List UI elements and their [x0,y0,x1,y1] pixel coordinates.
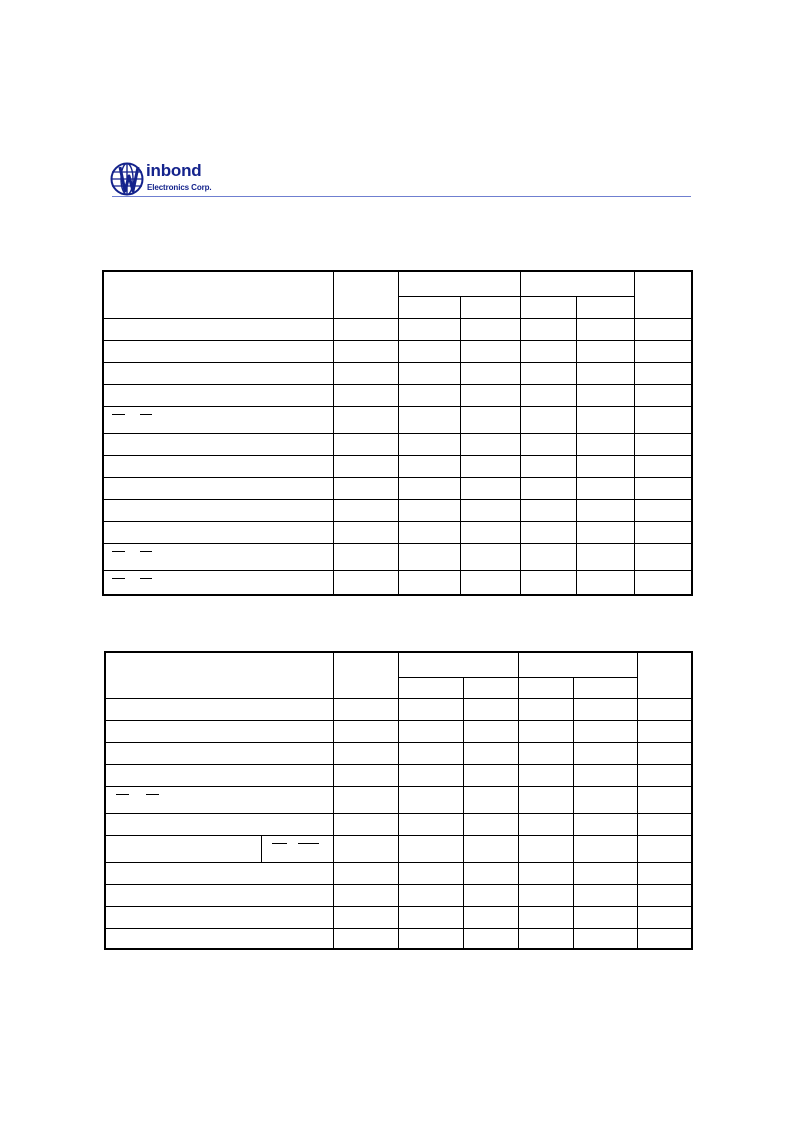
table-cell [463,884,518,906]
table-cell [460,340,520,362]
table-cell [333,521,398,543]
table-row [104,384,691,406]
table-cell [637,786,693,813]
table-cell [634,362,691,384]
table-cell [518,720,573,742]
overbar-marks [262,836,333,862]
table-cell [106,813,333,835]
table-cell [518,884,573,906]
table-cell [398,384,460,406]
table-cell [634,340,691,362]
table-cell [106,835,261,862]
table-row [104,521,691,543]
table-row [104,318,691,340]
overbar-marks [104,571,333,595]
table-cell [518,764,573,786]
table-cell [637,698,693,720]
table-cell [398,813,463,835]
logo-wordmark: inbond [146,161,202,180]
table-cell [573,906,637,928]
table-cell [637,764,693,786]
table-cell [333,433,398,455]
table-cell [518,786,573,813]
table-cell [634,433,691,455]
spec-table-2 [104,651,693,950]
table-cell [398,906,463,928]
table-cell [398,862,463,884]
table-cell [576,521,634,543]
table-cell [573,835,637,862]
table-cell [106,862,333,884]
table-cell [637,835,693,862]
table-cell [637,884,693,906]
table-cell [576,340,634,362]
table-row [104,455,691,477]
header-cell [333,653,398,698]
table-cell [637,813,693,835]
table-cell [398,340,460,362]
table-cell [460,543,520,570]
table-cell [398,720,463,742]
table-cell [520,543,576,570]
table-cell [463,835,518,862]
header-cell [333,272,398,318]
table-cell [398,884,463,906]
table-cell [333,764,398,786]
table-cell [576,570,634,594]
table-cell [463,813,518,835]
table-cell [460,477,520,499]
table-cell [634,318,691,340]
table-cell [333,813,398,835]
table-cell [106,906,333,928]
table-cell [518,813,573,835]
overbar-marks [104,407,333,433]
table-cell [333,698,398,720]
header-cell [398,296,460,318]
table-cell [333,928,398,950]
table-row [104,570,691,594]
winbond-globe-icon [110,162,146,198]
table-cell [106,742,333,764]
table-cell [463,764,518,786]
table-row [106,720,693,742]
header-cell [460,296,520,318]
table-cell [634,521,691,543]
table-cell [520,570,576,594]
table-cell [573,928,637,950]
header-cell [398,677,463,698]
table-cell [573,813,637,835]
header-cell [576,296,634,318]
table-cell [106,764,333,786]
table-cell [637,742,693,764]
header-cell [518,677,573,698]
header-cell [104,272,333,318]
overbar-marks [106,787,333,813]
table-cell [104,521,333,543]
table-cell [104,543,333,570]
logo-subtitle: Electronics Corp. [147,183,212,192]
table-cell [576,499,634,521]
table-cell [520,406,576,433]
header-cell [520,272,634,296]
table-cell [576,406,634,433]
table-cell [518,906,573,928]
table-cell [576,318,634,340]
table-cell [333,835,398,862]
table-cell [106,786,333,813]
table-row [104,477,691,499]
table-cell [634,543,691,570]
table-cell [460,455,520,477]
table-row [104,499,691,521]
table-cell [104,455,333,477]
table-cell [333,477,398,499]
header-cell [573,677,637,698]
table-cell [398,764,463,786]
table-cell [573,698,637,720]
table-cell [634,477,691,499]
table-cell [104,362,333,384]
table-cell [463,906,518,928]
table-cell [460,406,520,433]
table-cell [520,521,576,543]
table-header-row [104,272,691,296]
table-cell [398,698,463,720]
table-cell [398,406,460,433]
table-cell [637,862,693,884]
table-cell [637,906,693,928]
table-cell [518,835,573,862]
table-cell [106,698,333,720]
table-cell [463,720,518,742]
table-cell [104,433,333,455]
table-cell [460,433,520,455]
table-row [106,906,693,928]
table-cell [333,455,398,477]
table-cell [333,318,398,340]
table-row [106,813,693,835]
table-cell [333,543,398,570]
table-cell [520,384,576,406]
table-cell [634,384,691,406]
table-cell [104,477,333,499]
table-cell [104,340,333,362]
table-row [104,433,691,455]
table-cell [460,570,520,594]
table-cell [398,786,463,813]
table-cell [398,362,460,384]
table-cell [518,928,573,950]
table-row [104,406,691,433]
table-cell [104,318,333,340]
table-cell [106,720,333,742]
table-cell [520,362,576,384]
table-cell [520,499,576,521]
header-cell [106,653,333,698]
table-cell [576,543,634,570]
table-cell [573,742,637,764]
table-cell [460,318,520,340]
table-cell [398,835,463,862]
table-cell [573,764,637,786]
table-row [106,742,693,764]
table-cell [576,455,634,477]
table-cell [398,455,460,477]
table-row [106,928,693,950]
table-cell [520,433,576,455]
table-cell [460,384,520,406]
table-row [106,786,693,813]
header-cell [637,653,693,698]
table-cell [104,499,333,521]
table-cell [398,499,460,521]
table-cell [463,742,518,764]
table-row [106,884,693,906]
table-cell [460,521,520,543]
table-cell [463,698,518,720]
table-cell [637,928,693,950]
table-cell [460,499,520,521]
table-cell [634,570,691,594]
table-cell [333,570,398,594]
table-cell [333,362,398,384]
table-row [104,340,691,362]
table-cell [634,455,691,477]
table-cell [463,862,518,884]
table-row [104,543,691,570]
table-cell [398,318,460,340]
header-divider [112,196,691,197]
table-header-row [106,653,693,677]
table-row [104,362,691,384]
table-cell [573,786,637,813]
header-cell [520,296,576,318]
table-cell [518,862,573,884]
table-cell [261,835,333,862]
table-row [106,862,693,884]
table-cell [333,906,398,928]
table-cell [520,477,576,499]
overbar-marks [104,544,333,570]
header-cell [398,653,518,677]
table-cell [520,455,576,477]
header-cell [398,272,520,296]
table-cell [104,384,333,406]
table-cell [398,543,460,570]
table-cell [576,362,634,384]
table-cell [463,928,518,950]
table-cell [634,499,691,521]
table-cell [518,742,573,764]
table-row [106,698,693,720]
table-cell [520,318,576,340]
table-cell [106,928,333,950]
header-cell [518,653,637,677]
table-cell [576,477,634,499]
table-cell [104,570,333,594]
table-cell [333,384,398,406]
header-cell [634,272,691,318]
table-cell [333,406,398,433]
table-cell [576,384,634,406]
table-cell [333,742,398,764]
table-cell [333,499,398,521]
header-cell [463,677,518,698]
table-cell [333,884,398,906]
table-cell [104,406,333,433]
table-row [106,764,693,786]
table-cell [106,884,333,906]
winbond-logo [110,162,230,198]
table-cell [333,862,398,884]
table-cell [460,362,520,384]
table-cell [520,340,576,362]
table-cell [398,477,460,499]
table-cell [333,786,398,813]
spec-table-1 [102,270,693,596]
table-cell [518,698,573,720]
table-cell [333,720,398,742]
table-cell [463,786,518,813]
table-cell [573,720,637,742]
table-cell [398,570,460,594]
table-cell [634,406,691,433]
table-cell [398,433,460,455]
table-cell [398,521,460,543]
table-cell [573,862,637,884]
table-cell [637,720,693,742]
table-cell [398,928,463,950]
table-row [106,835,693,862]
table-cell [333,340,398,362]
table-cell [398,742,463,764]
table-cell [573,884,637,906]
table-cell [576,433,634,455]
